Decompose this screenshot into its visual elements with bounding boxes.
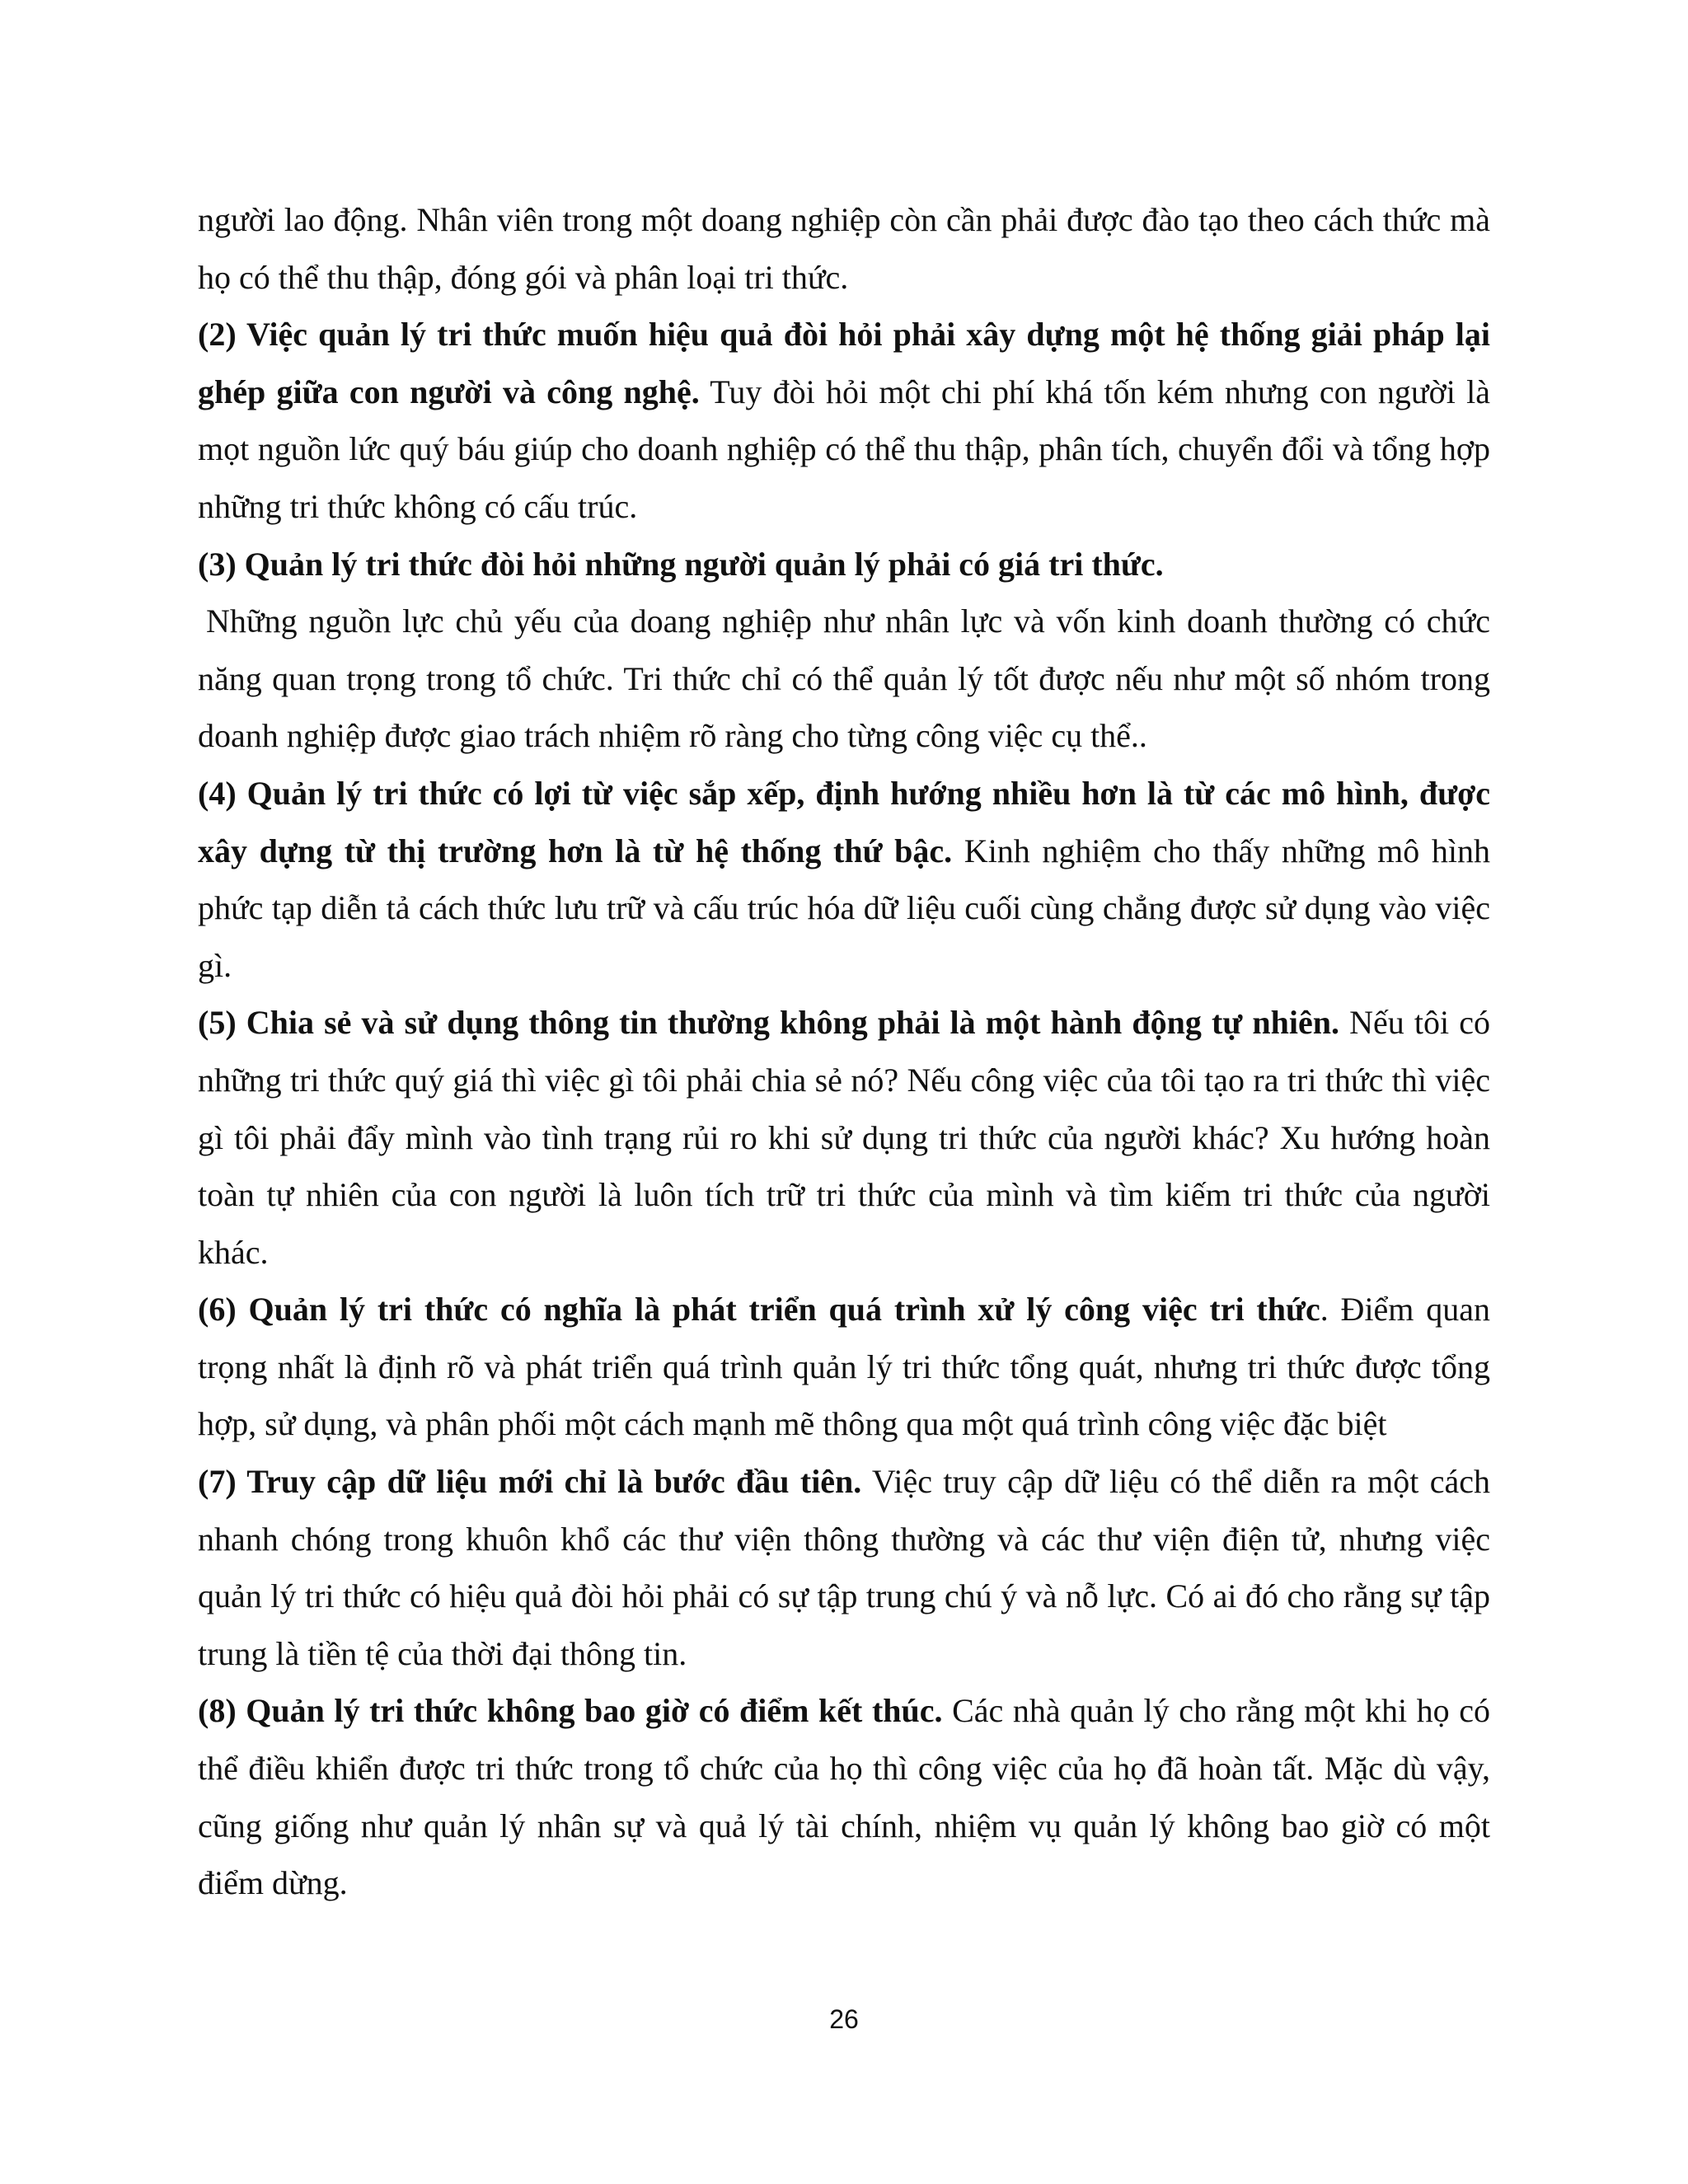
- paragraph-text: . Điểm quan trọng nhất là định rõ và phát triển quá trình quản lý tri thức tổng quát, nhưng tri thức được tổng hợp, sử dụng, và phân phối một cách mạnh mẽ thông qua một quá trình công việc đặc biệt: [198, 1291, 1490, 1443]
- page-number: 26: [829, 2004, 859, 2034]
- item-heading: (3) Quản lý tri thức đòi hỏi những người quản lý phải có giá tri thức.: [198, 545, 1164, 583]
- item-heading: (4) Quản lý tri thức có lợi từ việc sắp xếp, định hướng nhiều hơn là từ các mô hình, được xây dựng từ thị trường hơn là từ hệ thống thứ bậc.: [198, 774, 1490, 869]
- paragraph-item-7: [198, 1453, 1490, 1682]
- item-heading: (8) Quản lý tri thức không bao giờ có điểm kết thúc.: [198, 1692, 943, 1730]
- paragraph-item-2: [198, 306, 1490, 535]
- paragraph-item-5: [198, 994, 1490, 1281]
- paragraph-item-8: [198, 1682, 1490, 1911]
- paragraph-continuation: [198, 191, 1490, 306]
- paragraph-item-4: [198, 765, 1490, 994]
- paragraph-text: người lao động. Nhân viên trong một doang nghiệp còn cần phải được đào tạo theo cách thức mà họ có thể thu thập, đóng gói và phân loại tri thức.: [198, 201, 1490, 296]
- item-heading: (6) Quản lý tri thức có nghĩa là phát triển quá trình xử lý công việc tri thức: [198, 1291, 1320, 1329]
- paragraph-text: Việc truy cập dữ liệu có thể diễn ra một cách nhanh chóng trong khuôn khổ các thư viện thông thường và các thư viện điện tử, nhưng việc quản lý tri thức có hiệu quả đòi hỏi phải có sự tập trung chú ý và nỗ lực. Có ai đó cho rằng sự tập trung là tiền tệ của thời đại thông tin.: [198, 1463, 1490, 1672]
- paragraph-text: Kinh nghiệm cho thấy những mô hình phức tạp diễn tả cách thức lưu trữ và cấu trúc hóa dữ liệu cuối cùng chẳng được sử dụng vào việc gì.: [198, 832, 1490, 984]
- item-heading: (2) Việc quản lý tri thức muốn hiệu quả đòi hỏi phải xây dựng một hệ thống giải pháp lại ghép giữa con người và công nghệ.: [198, 316, 1490, 410]
- paragraph-text: Tuy đòi hỏi một chi phí khá tốn kém nhưng con người là mọt nguồn lức quý báu giúp cho doanh nghiệp có thể thu thập, phân tích, chuyển đổi và tổng hợp những tri thức không có cấu trúc.: [198, 373, 1490, 525]
- item-heading: (7) Truy cập dữ liệu mới chỉ là bước đầu tiên.: [198, 1463, 862, 1501]
- body-text: [198, 191, 1490, 1912]
- paragraph-item-3-body: [198, 593, 1490, 765]
- paragraph-text: Những nguồn lực chủ yếu của doang nghiệp như nhân lực và vốn kinh doanh thường có chức năng quan trọng trong tổ chức. Tri thức chỉ có thể quản lý tốt được nếu như một số nhóm trong doanh nghiệp được giao trách nhiệm rõ ràng cho từng công việc cụ thể..: [198, 602, 1490, 755]
- paragraph-item-3-heading: [198, 536, 1490, 593]
- paragraph-text: Các nhà quản lý cho rằng một khi họ có thể điều khiển được tri thức trong tổ chức của họ thì công việc của họ đã hoàn tất. Mặc dù vậy, cũng giống như quản lý nhân sự và quả lý tài chính, nhiệm vụ quản lý không bao giờ có một điểm dừng.: [198, 1692, 1490, 1902]
- paragraph-text: Nếu tôi có những tri thức quý giá thì việc gì tôi phải chia sẻ nó? Nếu công việc của tôi tạo ra tri thức thì việc gì tôi phải đẩy mình vào tình trạng rủi ro khi sử dụng tri thức của người khác? Xu hướng hoàn toàn tự nhiên của con người là luôn tích trữ tri thức của mình và tìm kiếm tri thức của người khác.: [198, 1004, 1491, 1271]
- paragraph-item-6: [198, 1281, 1490, 1453]
- item-heading: (5) Chia sẻ và sử dụng thông tin thường không phải là một hành động tự nhiên.: [198, 1004, 1340, 1042]
